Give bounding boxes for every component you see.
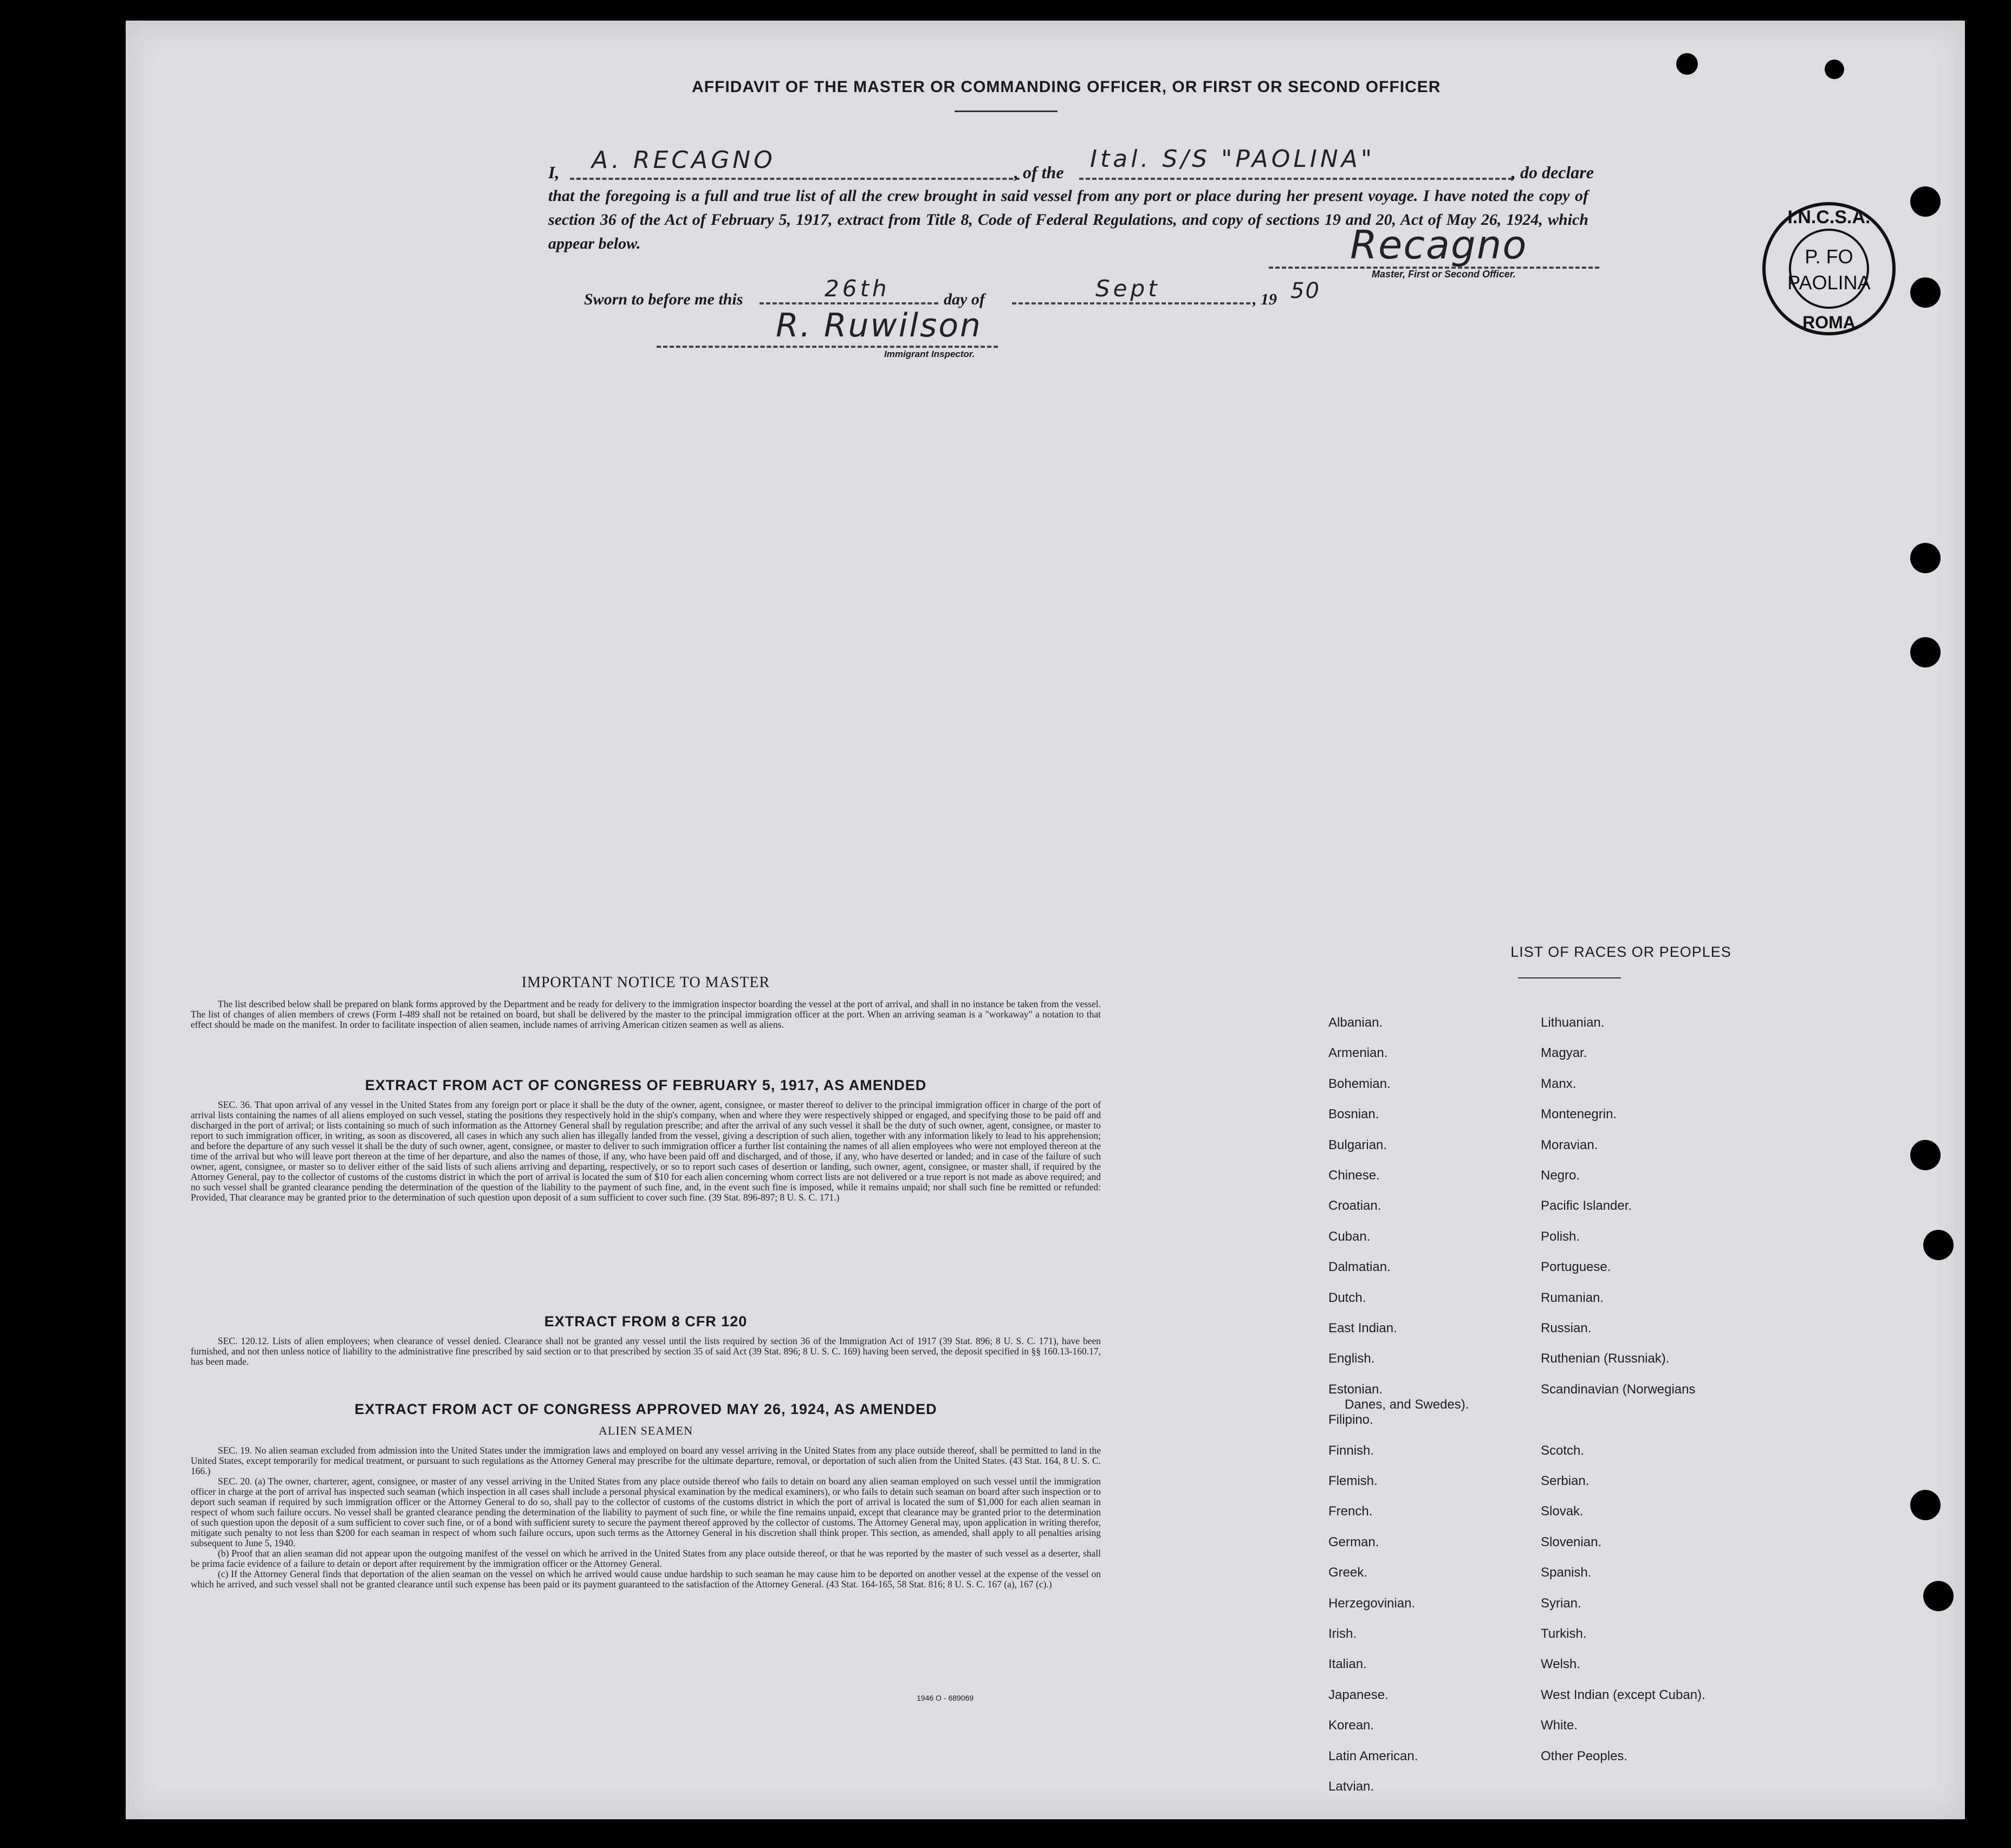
section-20c-paragraph: (c) If the Attorney General finds that deportation of the alien seaman on the vessel on which he arrived would cause undue hardship to such seaman he may cause him to be deported on another vessel at the expense of the vessel on which he arrived, and such vessel shall not be granted clearance until such expense has been paid or its payment guaranteed to the satisfaction of the Attorney General. (43 Stat. 164-165, 58 Stat. 816; 8 U. S. C. 167 (a), 167 (c).): [191, 1568, 1101, 1590]
race-item: Moravian.: [1541, 1137, 1598, 1152]
print-code: 1946 O - 689069: [917, 1694, 974, 1702]
race-item: Montenegrin.: [1541, 1107, 1617, 1122]
race-item: West Indian (except Cuban).: [1541, 1687, 1705, 1702]
race-item: Korean.: [1328, 1718, 1374, 1733]
extract-cfr-title: EXTRACT FROM 8 CFR 120: [544, 1313, 748, 1330]
section-20a-paragraph: SEC. 20. (a) The owner, charterer, agent, consignee, or master of any vessel arriving in the United States from any place outside thereof who fails to detain on board any alien seaman employed on such vessel until the immigration officer in charge at the port of arrival has inspected such seaman (which inspection in all cases shall include a personal physical examination by the medical examiners), or who fails to detain such seaman on board after such inspection or to deport such seaman if required by such immigration officer or the Attorney General to do so, shall pay to the collector of customs of the customs district in which the port of arrival is located the sum of $1,000 for each alien seaman in respect of whom such failure occurs. No vessel shall be granted clearance pending the determination of the liability to payment of such fine, or while the fine remains unpaid, except that clearance may be granted prior to the determination of such question upon the deposit of a sum sufficient to cover such fine, or of a bond with sufficient surety to secure the payment thereof approved by the collector of customs. The Attorney General may, upon application in writing therefor, mitigate such penalty to not less than $200 for each seaman in respect of whom such failure occurs, upon such terms as the Attorney General in his discretion shall think proper. This section, as amended, shall apply to all penalties arising subsequent to June 5, 1940.: [191, 1476, 1101, 1548]
race-item: Welsh.: [1541, 1657, 1580, 1672]
race-item: Ruthenian (Russniak).: [1541, 1351, 1670, 1366]
do-declare-label: , do declare: [1512, 163, 1594, 182]
day-of-label: day of: [944, 290, 985, 308]
sworn-day: 26th: [825, 275, 890, 302]
race-item: Serbian.: [1541, 1474, 1590, 1488]
extract-cfr-body: [191, 1336, 1101, 1367]
punch-hole: [1910, 1140, 1941, 1170]
race-item: French.: [1328, 1504, 1373, 1519]
notice-paragraph: The list described below shall be prepared on blank forms approved by the Department and be ready for delivery to the immigration inspector boarding the vessel at the port of arrival, and shall in no instance be taken from the vessel. The list of changes of alien members of crews (Form I-489 shall not be retained on board, but shall be delivered by the master to the principal immigration officer at the port. When an arriving seaman is a "workaway" a notation to that effect should be made on the manifest. In order to facilitate inspection of alien seamen, include names of arriving American citizen seamen as well as aliens.: [191, 998, 1101, 1030]
race-item: Manx.: [1541, 1076, 1577, 1091]
officer-name: A. RECAGNO: [592, 146, 776, 174]
race-item: Albanian.: [1328, 1015, 1383, 1030]
section-120-12-paragraph: SEC. 120.12. Lists of alien employees; when clearance of vessel denied. Clearance shall not be granted any vessel until the lists required by section 36 of the Immigration Act of 1917 (39 Stat. 896; 8 U. S. C. 171), have been furnished, and not then unless notice of liability to the administrative fine prescribed by said section or to that prescribed by section 35 of said Act (39 Stat. 896; 8 U. S. C. 169) having been served, the deposit specified in §§ 160.13-160.17, has been made.: [191, 1335, 1101, 1367]
affidavit-title: AFFIDAVIT OF THE MASTER OR COMMANDING OFFICER, OR FIRST OR SECOND OFFICER: [692, 78, 1441, 96]
race-item: Polish.: [1541, 1229, 1580, 1244]
signature-line: [1269, 264, 1599, 269]
race-item: White.: [1541, 1718, 1578, 1733]
year-prefix: , 19: [1253, 290, 1277, 308]
alien-seamen-subtitle: ALIEN SEAMEN: [599, 1424, 693, 1437]
race-item: Flemish.: [1328, 1474, 1378, 1488]
races-title: LIST OF RACES OR PEOPLES: [1510, 944, 1731, 960]
of-the-label: , of the: [1014, 163, 1064, 182]
punch-hole: [1910, 637, 1941, 667]
extract-1917-body: [191, 1100, 1101, 1203]
punch-hole: [1910, 543, 1941, 573]
extract-1924-title: EXTRACT FROM ACT OF CONGRESS APPROVED MAY 26, 1924, AS AMENDED: [354, 1401, 937, 1417]
race-item: Greek.: [1328, 1565, 1368, 1580]
title-underline: [955, 111, 1058, 112]
signature-caption: Master, First or Second Officer.: [1372, 269, 1516, 280]
race-item: Portuguese.: [1541, 1260, 1611, 1275]
sworn-label: Sworn to before me this: [584, 290, 743, 308]
stamp-line1: P. FO: [1805, 245, 1853, 268]
document-sheet: [126, 21, 1965, 1819]
race-item: Russian.: [1541, 1321, 1592, 1335]
races-title-underline: [1518, 977, 1621, 978]
stamp-bottom: ROMA: [1802, 313, 1856, 332]
stamp-ring-text: I.N.C.S.A.: [1787, 207, 1871, 228]
race-item: Spanish.: [1541, 1565, 1592, 1580]
section-36-paragraph: SEC. 36. That upon arrival of any vessel in the United States from any foreign port or place it shall be the duty of the owner, agent, consignee, or master thereof to deliver to the principal immigration officer in charge of the port of arrival lists containing the names of all aliens employed on such vessel, stating the positions they respectively hold in the ship's company, when and where they were respectively shipped or engaged, and specifying those to be paid off and discharged in the port of arrival; or lists containing so much of such information as the Attorney General shall by regulation prescribe; and after the arrival of any such vessel it shall be the duty of such owner, agent, consignee, or master to report to such immigration officer, in writing, as soon as discovered, all cases in which any such alien has illegally landed from the vessel, giving a description of such alien, together with any information likely to lead to his apprehension; and before the departure of any such vessel it shall be the duty of such owner, agent, consignee, or master to deliver to such immigration officer a further list containing the names of all alien employees who were not employed thereon at the time of the arrival but who will leave port thereon at the time of her departure, and also the names of those, if any, who have been paid off and discharged, and of those, if any, who have deserted or landed; and in case of the failure of such owner, agent, consignee, or master so to deliver either of the said lists of such aliens arriving and departing, respectively, or so to report such cases of desertion or landing, such owner, agent, consignee, or master shall, if required by the Attorney General, pay to the collector of customs of the customs district in which the port of arrival is located the sum of $10 for each alien concerning whom correct lists are not delivered or a true report is not made as above required; and no such vessel shall be granted clearance pending the determination of the question of the liability to the payment of such fine, and, in the event such fine is imposed, while it remains unpaid; nor shall such fine be remitted or refunded: Provided, That clearance may be granted prior to the determination of such question upon deposit of a sum sufficient to cover such fine. (39 Stat. 896-897; 8 U. S. C. 171.): [191, 1099, 1101, 1203]
punch-hole: [1676, 53, 1698, 75]
race-item: Dalmatian.: [1328, 1260, 1391, 1275]
race-item: Chinese.: [1328, 1168, 1380, 1183]
race-item: Magyar.: [1541, 1046, 1587, 1061]
race-item: Dutch.: [1328, 1290, 1366, 1305]
punch-hole: [1910, 186, 1941, 217]
race-item: Italian.: [1328, 1657, 1367, 1672]
sworn-month: Sept: [1095, 275, 1160, 302]
race-item: Croatian.: [1328, 1198, 1381, 1214]
inspector-caption: Immigrant Inspector.: [884, 349, 975, 359]
race-item: Estonian.: [1328, 1382, 1383, 1397]
race-item: Cuban.: [1328, 1229, 1371, 1244]
race-item: Armenian.: [1328, 1046, 1388, 1061]
punch-hole: [1910, 1490, 1941, 1520]
race-item: Danes, and Swedes).: [1345, 1397, 1469, 1412]
extract-1917-title: EXTRACT FROM ACT OF CONGRESS OF FEBRUARY 5, 1917, AS AMENDED: [365, 1077, 927, 1093]
section-20b-paragraph: (b) Proof that an alien seaman did not appear upon the outgoing manifest of the vessel on which he arrived in the United States from any place outside thereof, or that he was reported by the master of such vessel as a deserter, shall be prima facie evidence of a failure to detain or deport after requirement by the immigration officer or the Attorney General.: [191, 1548, 1101, 1569]
extract-1924-body: [191, 1445, 1101, 1590]
race-item: Turkish.: [1541, 1626, 1587, 1641]
affidavit-body: that the foregoing is a full and true list of all the crew brought in said vessel from any port or place during her present voyage. I have noted the copy of section 36 of the Act of February 5, 1917, extract from Title 8, Code of Federal Regulations, and copy of sections 19 and 20, Act of May 26, 1924, which appear below.: [548, 187, 1588, 252]
race-item: Slovak.: [1541, 1504, 1584, 1519]
race-item: Rumanian.: [1541, 1290, 1604, 1305]
master-signature: Recagno: [1350, 222, 1528, 268]
punch-hole: [1923, 1581, 1954, 1611]
punch-hole: [1910, 277, 1941, 308]
ship-stamp-seal: [1757, 199, 1900, 338]
race-item: Latvian.: [1328, 1779, 1374, 1794]
race-item: Pacific Islander.: [1541, 1198, 1632, 1214]
stamp-line2: PAOLINA: [1787, 271, 1871, 294]
race-item: Scandinavian (Norwegians: [1541, 1382, 1696, 1397]
race-item: Latin American.: [1328, 1748, 1418, 1763]
race-item: Bulgarian.: [1328, 1137, 1387, 1152]
punch-hole: [1825, 60, 1844, 79]
race-item: East Indian.: [1328, 1321, 1397, 1335]
declare-prefix: I,: [548, 163, 560, 182]
punch-hole: [1923, 1230, 1954, 1260]
notice-body: [191, 999, 1101, 1030]
race-item: Bohemian.: [1328, 1076, 1391, 1091]
section-19-paragraph: SEC. 19. No alien seaman excluded from admission into the United States under the immigration laws and employed on board any vessel arriving in the United States from any place outside thereof, shall be permitted to land in the United States, except temporarily for medical treatment, or pursuant to such regulations as the Attorney General may prescribe for the ultimate departure, removal, or deportation of such alien from the United States. (43 Stat. 164, 8 U. S. C. 166.): [191, 1445, 1101, 1476]
inspector-signature: R. Ruwilson: [776, 307, 982, 345]
race-item: Bosnian.: [1328, 1107, 1379, 1122]
vessel-name: Ital. S/S "PAOLINA": [1090, 145, 1376, 173]
race-item: Negro.: [1541, 1168, 1580, 1183]
year-suffix: 50: [1290, 278, 1320, 303]
race-item: Slovenian.: [1541, 1534, 1602, 1549]
race-item: Herzegovinian.: [1328, 1596, 1416, 1611]
race-item: Scotch.: [1541, 1443, 1585, 1458]
race-item: Lithuanian.: [1541, 1015, 1605, 1030]
race-item: English.: [1328, 1351, 1375, 1366]
race-item: Other Peoples.: [1541, 1748, 1628, 1763]
race-item: Japanese.: [1328, 1687, 1389, 1702]
inspector-line: [657, 343, 998, 348]
race-item: Finnish.: [1328, 1443, 1374, 1458]
race-item: Syrian.: [1541, 1596, 1581, 1611]
race-item: German.: [1328, 1534, 1379, 1549]
race-item: Irish.: [1328, 1626, 1357, 1641]
notice-title: IMPORTANT NOTICE TO MASTER: [521, 974, 770, 991]
race-item: Filipino.: [1328, 1412, 1373, 1428]
